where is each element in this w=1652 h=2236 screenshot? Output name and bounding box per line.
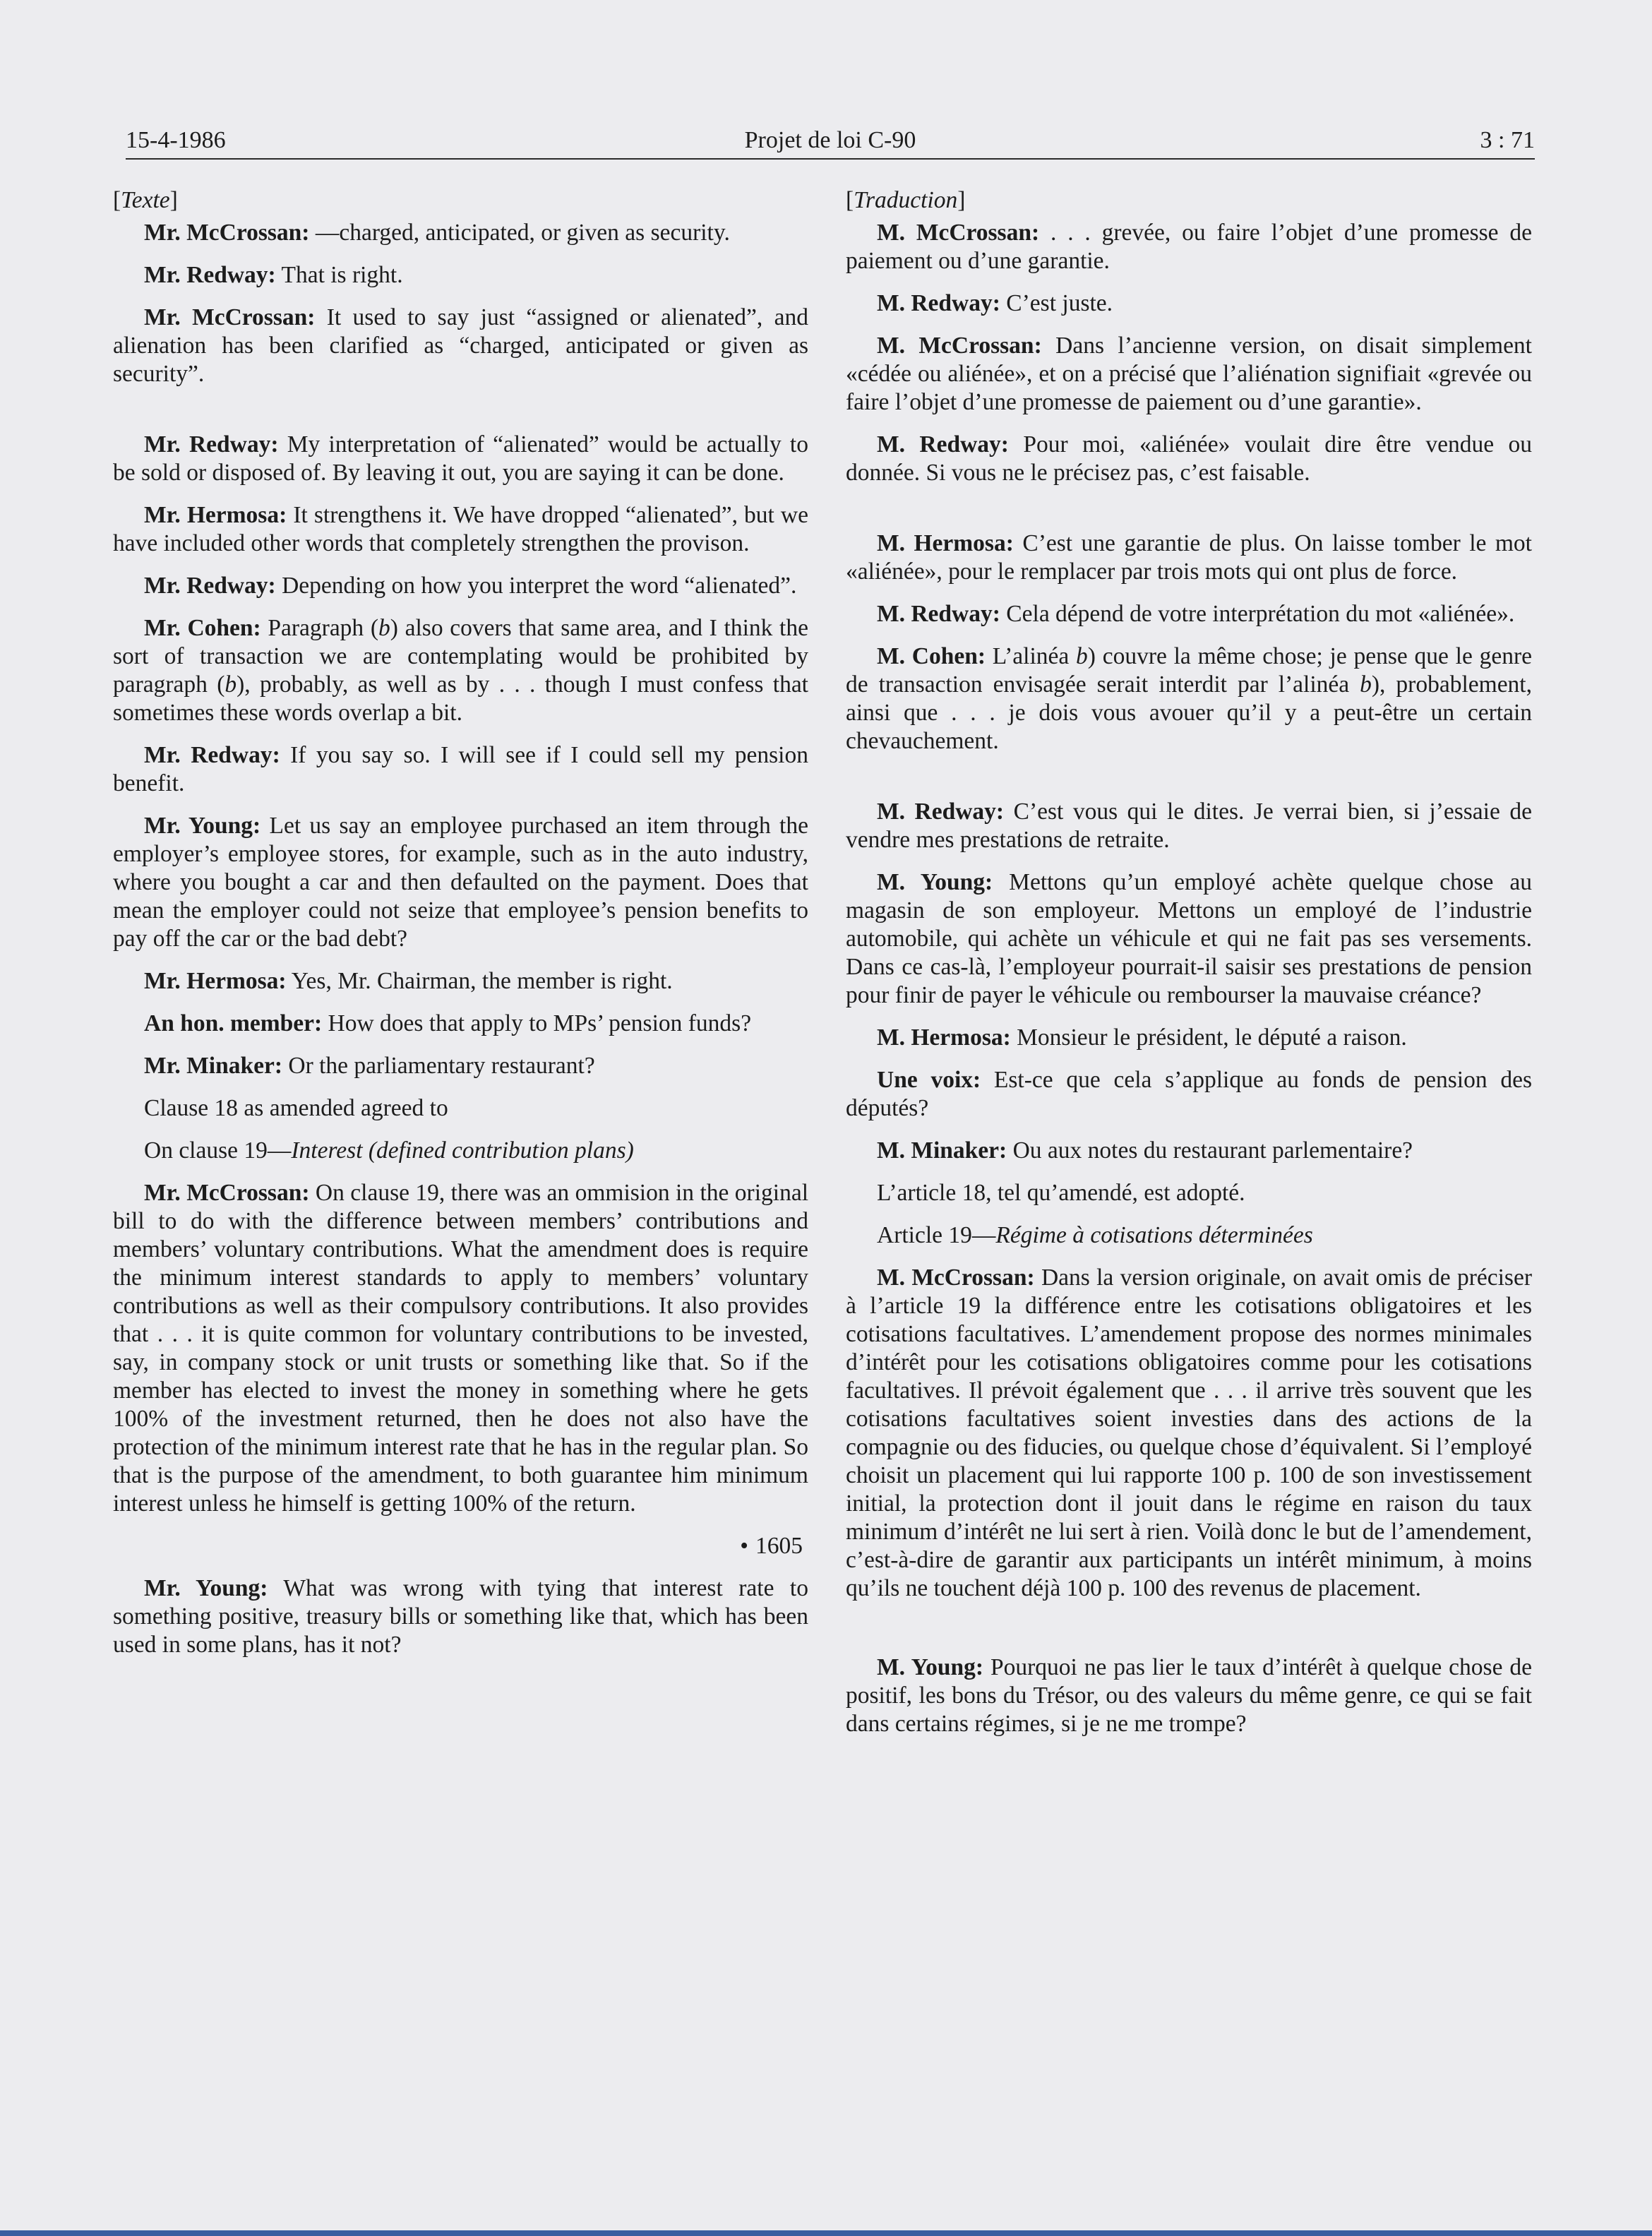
speech-block: M. Hermosa: C’est une garantie de plus. On laisse tomber le mot «aliénée», pour le remplacer par trois mots qui ont plus de force. — [846, 530, 1532, 585]
speech-block: Mr. McCrossan: It used to say just “assigned or alienated”, and alienation has been clarified as “charged, anticipated or given as security”. — [113, 304, 808, 387]
section-label-traduction: [Traduction] — [846, 187, 966, 213]
speech-block: M. McCrossan: Dans l’ancienne version, on disait simplement «cédée ou aliénée», et on a précisé que l’aliénation signifiait «grevée ou faire l’objet d’une promesse de paiement ou d’une garantie». — [846, 333, 1532, 415]
time-mark: • 1605 — [740, 1533, 803, 1559]
speech-block: Mr. McCrossan: On clause 19, there was an ommision in the original bill to do with the difference between members’ contributions and members’ voluntary contributions. What the amendment does is require the minimum interest standards to apply to members’ voluntary contributions as well as their compulsory contributions. It also provides that . . . it is quite common for voluntary contributions to be invested, say, in company stock or unit trusts or something like that. So if the member has elected to invest the money in something where he gets 100% of the investment returned, then he does not also have the protection of the minimum interest rate that he has in the regular plan. So that is the purpose of the amendment, to both guarantee him minimum interest unless he himself is getting 100% of the return. — [113, 1180, 809, 1517]
header-page-number: 3 : 71 — [1480, 127, 1535, 153]
speech-block: M. Redway: C’est juste. — [877, 290, 1113, 316]
speech-block: M. Young: Mettons qu’un employé achète quelque chose au magasin de son employeur. Mettons un employé de l’industrie automobile, qui achète un véhicule et qui ne fait pas ses versements. Dans ce cas-là, l’employeur pourrait-il saisir ses prestations de pension pour finir de payer le véhicule ou rembourser la mauvaise créance? — [846, 869, 1532, 1008]
english-column — [113, 186, 808, 1673]
speech-block: Mr. Redway: That is right. — [144, 262, 403, 288]
speech-block: Mr. Hermosa: It strengthens it. We have dropped “alienated”, but we have included other words that completely strengthen the provison. — [113, 502, 808, 556]
header-date: 15-4-1986 — [126, 127, 226, 153]
speech-block: An hon. member: How does that apply to MPs’ pension funds? — [144, 1010, 752, 1036]
speech-block: Mr. Redway: Depending on how you interpret the word “alienated”. — [144, 573, 797, 599]
bottom-edge-band — [0, 2230, 1652, 2236]
speech-block: Une voix: Est-ce que cela s’applique au fonds de pension des députés? — [846, 1067, 1532, 1121]
header-title: Projet de loi C-90 — [744, 127, 916, 153]
clause-heading: Article 19—Régime à cotisations déterminées — [877, 1222, 1313, 1248]
speech-block: Mr. Young: What was wrong with tying that interest rate to something positive, treasury bills or something like that, which has been used in some plans, has it not? — [113, 1575, 808, 1658]
french-column — [846, 186, 1532, 1752]
clause-agreed: L’article 18, tel qu’amendé, est adopté. — [877, 1180, 1245, 1206]
speech-block: Mr. McCrossan: —charged, anticipated, or given as security. — [144, 220, 730, 246]
speech-block: Mr. Young: Let us say an employee purchased an item through the employer’s employee stores, for example, such as in the auto industry, where you bought a car and then defaulted on the payment. Does that mean the employer could not seize that employee’s pension benefits to pay off the car or the bad debt? — [113, 813, 808, 952]
speech-block: M. Redway: Cela dépend de votre interprétation du mot «aliénée». — [877, 601, 1515, 627]
speech-block: M. Hermosa: Monsieur le président, le député a raison. — [877, 1024, 1407, 1051]
section-label-texte: [Texte] — [113, 187, 178, 213]
speech-block: Mr. Redway: My interpretation of “alienated” would be actually to be sold or disposed of. By leaving it out, you are saying it can be done. — [113, 431, 808, 486]
speech-block: M. McCrossan: Dans la version originale, on avait omis de préciser à l’article 19 la différence entre les cotisations obligatoires et les cotisations facultatives. L’amendement propose des normes minimales d’intérêt pour les cotisations obligatoires comme pour les cotisations facultatives. Il prévoit également que . . . il arrive très souvent que les cotisations facultatives soient investies dans des actions de la compagnie ou des fiducies, ou quelque chose d’équivalent. Si l’employé choisit un placement qui lui rapporte 100 p. 100 de son investissement initial, la protection dont il jouit dans le régime en raison du taux minimum d’intérêt ne lui sert à rien. Voilà donc le but de l’amendement, c’est-à-dire de garantir aux participants un intérêt minimum, à moins qu’ils ne touchent déjà 100 p. 100 des revenus de placement. — [846, 1265, 1532, 1601]
speech-block: M. Redway: Pour moi, «aliénée» voulait dire être vendue ou donnée. Si vous ne le précisez pas, c’est faisable. — [846, 431, 1532, 486]
running-header — [126, 121, 1535, 160]
speech-block: Mr. Minaker: Or the parliamentary restaurant? — [144, 1053, 595, 1079]
clause-heading: On clause 19—Interest (defined contribution plans) — [144, 1137, 634, 1164]
speech-block: M. Young: Pourquoi ne pas lier le taux d’intérêt à quelque chose de positif, les bons du Trésor, ou des valeurs du même genre, ce qui se fait dans certains régimes, si je ne me trompe? — [846, 1654, 1532, 1737]
speech-block: Mr. Redway: If you say so. I will see if I could sell my pension benefit. — [113, 742, 808, 796]
speech-block: M. McCrossan: . . . grevée, ou faire l’objet d’une promesse de paiement ou d’une garantie. — [846, 220, 1532, 274]
speech-block: M. Minaker: Ou aux notes du restaurant parlementaire? — [877, 1137, 1413, 1164]
speech-block: M. Redway: C’est vous qui le dites. Je verrai bien, si j’essaie de vendre mes prestations de retraite. — [846, 799, 1533, 853]
clause-agreed: Clause 18 as amended agreed to — [144, 1095, 448, 1121]
speech-block: Mr. Cohen: Paragraph (b) also covers that same area, and I think the sort of transaction we are contemplating would be prohibited by paragraph (b), probably, as well as by . . . though I must confess that sometimes these words overlap a bit. — [113, 615, 808, 726]
speech-block: M. Cohen: L’alinéa b) couvre la même chose; je pense que le genre de transaction envisagée serait interdit par l’alinéa b), probablement, ainsi que . . . je dois vous avouer qu’il y a peut-être un certain chevauchement. — [846, 643, 1532, 754]
speech-block: Mr. Hermosa: Yes, Mr. Chairman, the member is right. — [144, 968, 673, 994]
